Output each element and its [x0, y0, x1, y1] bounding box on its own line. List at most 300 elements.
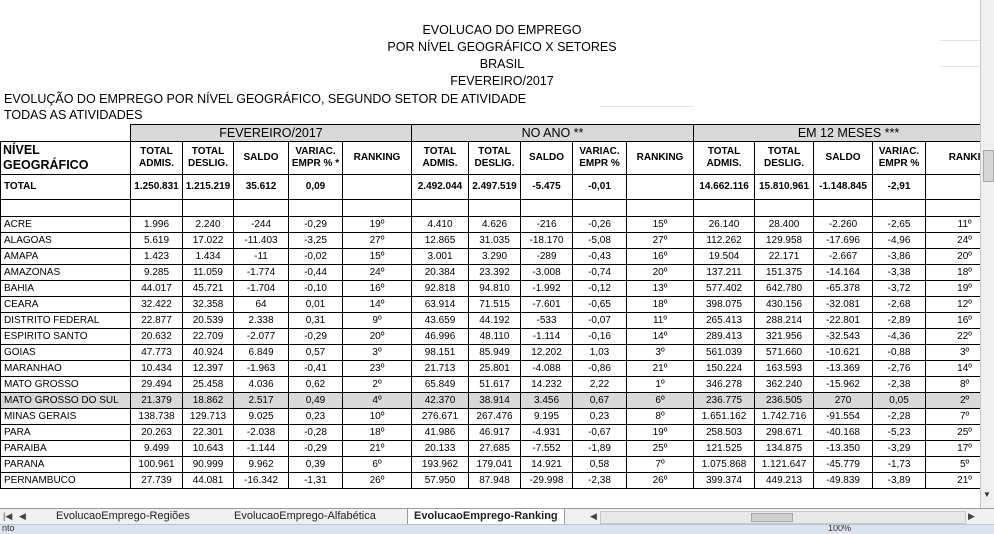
total-cell[interactable]	[627, 175, 694, 200]
data-cell[interactable]: 1,03	[573, 345, 627, 361]
data-cell[interactable]: 24º	[343, 265, 412, 281]
empty-cell[interactable]	[573, 200, 627, 217]
state-name-cell[interactable]: ALAGOAS	[1, 233, 131, 249]
data-cell[interactable]: -1.144	[234, 441, 289, 457]
data-cell[interactable]: -0,43	[573, 249, 627, 265]
data-cell[interactable]: 267.476	[469, 409, 521, 425]
data-cell[interactable]: 92.818	[412, 281, 469, 297]
data-cell[interactable]: -0,10	[289, 281, 343, 297]
state-name-cell[interactable]: GOIAS	[1, 345, 131, 361]
empty-cell[interactable]	[873, 200, 926, 217]
data-cell[interactable]: 14.921	[521, 457, 573, 473]
data-cell[interactable]: 2.517	[234, 393, 289, 409]
data-cell[interactable]: 1.996	[131, 217, 183, 233]
data-cell[interactable]: 449.213	[755, 473, 814, 489]
state-name-cell[interactable]: PERNAMBUCO	[1, 473, 131, 489]
total-label[interactable]: TOTAL	[1, 175, 131, 200]
data-cell[interactable]: 27.685	[469, 441, 521, 457]
data-cell[interactable]: -45.779	[814, 457, 873, 473]
group-no-ano[interactable]: NO ANO **	[412, 125, 694, 142]
data-cell[interactable]: -2,38	[573, 473, 627, 489]
data-cell[interactable]: 22.709	[183, 329, 234, 345]
data-cell[interactable]: 1.434	[183, 249, 234, 265]
header-total-deslig[interactable]	[469, 142, 521, 175]
total-cell[interactable]: 15.810.961	[755, 175, 814, 200]
data-cell[interactable]: 32.358	[183, 297, 234, 313]
data-cell[interactable]: 5º	[926, 457, 980, 473]
data-cell[interactable]: 12º	[926, 297, 980, 313]
empty-cell[interactable]	[755, 200, 814, 217]
table-row[interactable]	[1, 457, 981, 473]
data-cell[interactable]: 0,23	[573, 409, 627, 425]
data-cell[interactable]: 46.996	[412, 329, 469, 345]
data-cell[interactable]: -289	[521, 249, 573, 265]
data-cell[interactable]: -2.038	[234, 425, 289, 441]
table-row[interactable]	[1, 281, 981, 297]
total-cell[interactable]: -5.475	[521, 175, 573, 200]
data-cell[interactable]: -1.774	[234, 265, 289, 281]
data-cell[interactable]: 2.240	[183, 217, 234, 233]
table-row[interactable]	[1, 265, 981, 281]
data-cell[interactable]: -0,29	[289, 441, 343, 457]
data-cell[interactable]: -4.931	[521, 425, 573, 441]
zoom-level[interactable]: 100%	[828, 524, 852, 533]
data-cell[interactable]: 9º	[343, 313, 412, 329]
data-cell[interactable]: -22.801	[814, 313, 873, 329]
header-variac-empr[interactable]	[873, 142, 926, 175]
data-cell[interactable]: 398.075	[694, 297, 755, 313]
empty-cell[interactable]	[521, 200, 573, 217]
state-name-cell[interactable]: MATO GROSSO DO SUL	[1, 393, 131, 409]
data-cell[interactable]: -0,16	[573, 329, 627, 345]
empty-cell[interactable]	[814, 200, 873, 217]
data-cell[interactable]: 8º	[627, 409, 694, 425]
data-cell[interactable]: 22.877	[131, 313, 183, 329]
data-cell[interactable]: 561.039	[694, 345, 755, 361]
data-cell[interactable]: -0,88	[873, 345, 926, 361]
header-total-admis[interactable]	[694, 142, 755, 175]
data-cell[interactable]: 0,62	[289, 377, 343, 393]
state-name-cell[interactable]: AMAZONAS	[1, 265, 131, 281]
data-cell[interactable]: 28.400	[755, 217, 814, 233]
data-cell[interactable]: 19º	[926, 281, 980, 297]
data-cell[interactable]: -1.992	[521, 281, 573, 297]
data-cell[interactable]: 577.402	[694, 281, 755, 297]
empty-cell[interactable]	[412, 200, 469, 217]
data-cell[interactable]: -10.621	[814, 345, 873, 361]
data-cell[interactable]: -0,28	[289, 425, 343, 441]
data-cell[interactable]: -0,29	[289, 329, 343, 345]
header-ranking[interactable]: RANKING	[627, 142, 694, 175]
data-cell[interactable]: 2º	[343, 377, 412, 393]
empty-cell[interactable]	[926, 200, 980, 217]
data-cell[interactable]: 1.742.716	[755, 409, 814, 425]
data-cell[interactable]: 18.862	[183, 393, 234, 409]
data-cell[interactable]: 42.370	[412, 393, 469, 409]
table-row[interactable]	[1, 329, 981, 345]
data-cell[interactable]: 8º	[926, 377, 980, 393]
data-cell[interactable]: 98.151	[412, 345, 469, 361]
data-cell[interactable]: -29.998	[521, 473, 573, 489]
table-row[interactable]	[1, 361, 981, 377]
data-cell[interactable]: 13º	[627, 281, 694, 297]
header-ranking[interactable]: RANKI	[926, 142, 980, 175]
state-name-cell[interactable]: CEARA	[1, 297, 131, 313]
data-cell[interactable]: -533	[521, 313, 573, 329]
data-cell[interactable]: 399.374	[694, 473, 755, 489]
data-cell[interactable]: 25º	[627, 441, 694, 457]
table-row[interactable]	[1, 313, 981, 329]
data-cell[interactable]: -3,89	[873, 473, 926, 489]
data-cell[interactable]: -4.088	[521, 361, 573, 377]
data-cell[interactable]: 163.593	[755, 361, 814, 377]
data-cell[interactable]: 26º	[343, 473, 412, 489]
horizontal-scroll-thumb[interactable]	[751, 513, 793, 522]
table-row[interactable]	[1, 441, 981, 457]
data-cell[interactable]: 27º	[627, 233, 694, 249]
data-cell[interactable]: 20.384	[412, 265, 469, 281]
data-cell[interactable]: 26º	[627, 473, 694, 489]
data-cell[interactable]: 3º	[926, 345, 980, 361]
data-cell[interactable]: -1.114	[521, 329, 573, 345]
data-cell[interactable]: -49.839	[814, 473, 873, 489]
state-name-cell[interactable]: PARANA	[1, 457, 131, 473]
data-cell[interactable]: -91.554	[814, 409, 873, 425]
data-cell[interactable]: 24º	[926, 233, 980, 249]
data-cell[interactable]: 258.503	[694, 425, 755, 441]
data-cell[interactable]: 1.423	[131, 249, 183, 265]
data-cell[interactable]: -65.378	[814, 281, 873, 297]
data-cell[interactable]: 11.059	[183, 265, 234, 281]
data-cell[interactable]: -18.170	[521, 233, 573, 249]
data-cell[interactable]: 4.410	[412, 217, 469, 233]
data-cell[interactable]: -0,07	[573, 313, 627, 329]
data-cell[interactable]: 138.738	[131, 409, 183, 425]
data-cell[interactable]: 10.434	[131, 361, 183, 377]
data-cell[interactable]: 44.081	[183, 473, 234, 489]
data-cell[interactable]: 134.875	[755, 441, 814, 457]
data-cell[interactable]: 57.950	[412, 473, 469, 489]
data-cell[interactable]: 276.671	[412, 409, 469, 425]
group-12-meses[interactable]: EM 12 MESES ***	[694, 125, 980, 142]
data-cell[interactable]: 15º	[343, 249, 412, 265]
header-total-admis[interactable]	[412, 142, 469, 175]
data-cell[interactable]: 0,67	[573, 393, 627, 409]
data-cell[interactable]: 16º	[343, 281, 412, 297]
first-sheet-arrow-icon[interactable]: |◀	[3, 511, 13, 521]
data-cell[interactable]: -2,89	[873, 313, 926, 329]
total-cell[interactable]: 14.662.116	[694, 175, 755, 200]
data-cell[interactable]: -3,86	[873, 249, 926, 265]
state-name-cell[interactable]: PARA	[1, 425, 131, 441]
data-cell[interactable]: -13.350	[814, 441, 873, 457]
data-cell[interactable]: 25º	[926, 425, 980, 441]
data-cell[interactable]: -32.081	[814, 297, 873, 313]
data-cell[interactable]: -3,29	[873, 441, 926, 457]
data-cell[interactable]: 21º	[926, 473, 980, 489]
data-cell[interactable]: -0,41	[289, 361, 343, 377]
data-cell[interactable]: 571.660	[755, 345, 814, 361]
data-cell[interactable]: 48.110	[469, 329, 521, 345]
data-cell[interactable]: 265.413	[694, 313, 755, 329]
data-cell[interactable]: -7.601	[521, 297, 573, 313]
data-cell[interactable]: 23º	[343, 361, 412, 377]
data-cell[interactable]: 3.290	[469, 249, 521, 265]
header-saldo[interactable]: SALDO	[521, 142, 573, 175]
data-cell[interactable]: 2.338	[234, 313, 289, 329]
data-cell[interactable]: 0,23	[289, 409, 343, 425]
data-cell[interactable]: 129.713	[183, 409, 234, 425]
data-cell[interactable]: 17.022	[183, 233, 234, 249]
vertical-scrollbar[interactable]	[980, 0, 994, 508]
data-cell[interactable]: 23.392	[469, 265, 521, 281]
data-cell[interactable]: 1º	[627, 377, 694, 393]
state-name-cell[interactable]: AMAPA	[1, 249, 131, 265]
total-cell[interactable]: -0,01	[573, 175, 627, 200]
header-saldo[interactable]: SALDO	[814, 142, 873, 175]
data-cell[interactable]: -2.667	[814, 249, 873, 265]
tab-evolucao-regioes[interactable]: EvolucaoEmprego-Regiões	[56, 510, 190, 522]
tab-scroll-left-arrow-icon[interactable]: ◀	[590, 511, 597, 521]
data-cell[interactable]: -5,08	[573, 233, 627, 249]
data-cell[interactable]: 298.671	[755, 425, 814, 441]
data-cell[interactable]: -16.342	[234, 473, 289, 489]
state-name-cell[interactable]: MATO GROSSO	[1, 377, 131, 393]
data-cell[interactable]: -0,12	[573, 281, 627, 297]
data-cell[interactable]: 0,57	[289, 345, 343, 361]
data-cell[interactable]: 29.494	[131, 377, 183, 393]
data-cell[interactable]: 85.949	[469, 345, 521, 361]
data-cell[interactable]: 5.619	[131, 233, 183, 249]
data-cell[interactable]: -1.963	[234, 361, 289, 377]
empty-cell[interactable]	[627, 200, 694, 217]
data-cell[interactable]: 3.456	[521, 393, 573, 409]
data-cell[interactable]: 90.999	[183, 457, 234, 473]
data-cell[interactable]: -1,73	[873, 457, 926, 473]
data-cell[interactable]: 9.285	[131, 265, 183, 281]
data-cell[interactable]: 27º	[343, 233, 412, 249]
data-cell[interactable]: -0,44	[289, 265, 343, 281]
empty-cell[interactable]	[289, 200, 343, 217]
data-cell[interactable]: 0,31	[289, 313, 343, 329]
data-cell[interactable]: -1.704	[234, 281, 289, 297]
data-cell[interactable]: -3,72	[873, 281, 926, 297]
horizontal-scrollbar[interactable]	[600, 511, 966, 524]
header-total-deslig[interactable]	[755, 142, 814, 175]
data-cell[interactable]: -4,96	[873, 233, 926, 249]
data-cell[interactable]: 18º	[627, 297, 694, 313]
data-cell[interactable]: 0,39	[289, 457, 343, 473]
data-cell[interactable]: 10º	[343, 409, 412, 425]
data-cell[interactable]: 362.240	[755, 377, 814, 393]
data-cell[interactable]: 19.504	[694, 249, 755, 265]
data-cell[interactable]: 46.917	[469, 425, 521, 441]
data-cell[interactable]: 9.962	[234, 457, 289, 473]
group-fevereiro[interactable]: FEVEREIRO/2017	[131, 125, 412, 142]
data-cell[interactable]: -1,31	[289, 473, 343, 489]
table-row[interactable]	[1, 409, 981, 425]
data-cell[interactable]: 642.780	[755, 281, 814, 297]
data-cell[interactable]: -2.077	[234, 329, 289, 345]
data-cell[interactable]: 0,49	[289, 393, 343, 409]
data-cell[interactable]: 26.140	[694, 217, 755, 233]
data-cell[interactable]: 14º	[343, 297, 412, 313]
data-cell[interactable]: 21º	[343, 441, 412, 457]
data-cell[interactable]: 20º	[343, 329, 412, 345]
data-cell[interactable]: -11	[234, 249, 289, 265]
data-cell[interactable]: -244	[234, 217, 289, 233]
data-cell[interactable]: 236.505	[755, 393, 814, 409]
data-cell[interactable]: 11º	[926, 217, 980, 233]
data-cell[interactable]: 64	[234, 297, 289, 313]
data-cell[interactable]: 6.849	[234, 345, 289, 361]
vertical-scroll-thumb[interactable]	[983, 150, 994, 182]
data-cell[interactable]: 18º	[926, 265, 980, 281]
data-cell[interactable]: 20º	[627, 265, 694, 281]
data-cell[interactable]: 4.626	[469, 217, 521, 233]
data-cell[interactable]: 12.202	[521, 345, 573, 361]
state-name-cell[interactable]: PARAIBA	[1, 441, 131, 457]
total-cell[interactable]	[926, 175, 980, 200]
scroll-down-arrow-icon[interactable]: ▼	[983, 490, 991, 499]
data-cell[interactable]: 16º	[627, 249, 694, 265]
data-cell[interactable]: 19º	[343, 217, 412, 233]
data-cell[interactable]: 12.397	[183, 361, 234, 377]
data-cell[interactable]: 21.379	[131, 393, 183, 409]
total-cell[interactable]: 1.215.219	[183, 175, 234, 200]
data-cell[interactable]: 15º	[627, 217, 694, 233]
header-saldo[interactable]: SALDO	[234, 142, 289, 175]
empty-cell[interactable]	[234, 200, 289, 217]
data-cell[interactable]: 38.914	[469, 393, 521, 409]
data-cell[interactable]: -2,65	[873, 217, 926, 233]
table-row[interactable]	[1, 393, 981, 409]
data-cell[interactable]: 21º	[627, 361, 694, 377]
data-cell[interactable]: 179.041	[469, 457, 521, 473]
data-cell[interactable]: 112.262	[694, 233, 755, 249]
total-cell[interactable]: 35.612	[234, 175, 289, 200]
data-cell[interactable]: -14.164	[814, 265, 873, 281]
data-cell[interactable]: -0,02	[289, 249, 343, 265]
data-cell[interactable]: 3º	[343, 345, 412, 361]
data-cell[interactable]: -17.696	[814, 233, 873, 249]
data-cell[interactable]: 346.278	[694, 377, 755, 393]
data-cell[interactable]: 12.865	[412, 233, 469, 249]
data-cell[interactable]: 18º	[343, 425, 412, 441]
data-cell[interactable]: 321.956	[755, 329, 814, 345]
empty-cell[interactable]	[343, 200, 412, 217]
data-cell[interactable]: 65.849	[412, 377, 469, 393]
data-cell[interactable]: 17º	[926, 441, 980, 457]
empty-cell[interactable]	[183, 200, 234, 217]
data-cell[interactable]: -32.543	[814, 329, 873, 345]
data-cell[interactable]: 4º	[343, 393, 412, 409]
data-cell[interactable]: 430.156	[755, 297, 814, 313]
data-cell[interactable]: 6º	[627, 393, 694, 409]
data-cell[interactable]: 44.017	[131, 281, 183, 297]
data-cell[interactable]: -2,68	[873, 297, 926, 313]
data-cell[interactable]: 6º	[343, 457, 412, 473]
empty-cell[interactable]	[131, 200, 183, 217]
data-cell[interactable]: -0,74	[573, 265, 627, 281]
header-total-deslig[interactable]	[183, 142, 234, 175]
total-cell[interactable]: -2,91	[873, 175, 926, 200]
data-cell[interactable]: 14º	[627, 329, 694, 345]
data-cell[interactable]: -0,67	[573, 425, 627, 441]
data-cell[interactable]: 4.036	[234, 377, 289, 393]
data-cell[interactable]: -1,89	[573, 441, 627, 457]
data-cell[interactable]: 270	[814, 393, 873, 409]
data-cell[interactable]: 87.948	[469, 473, 521, 489]
data-cell[interactable]: 20.263	[131, 425, 183, 441]
data-cell[interactable]: 2º	[926, 393, 980, 409]
data-cell[interactable]: 44.192	[469, 313, 521, 329]
table-row[interactable]	[1, 233, 981, 249]
data-cell[interactable]: 20.632	[131, 329, 183, 345]
empty-cell[interactable]	[1, 125, 131, 142]
data-cell[interactable]: 20.539	[183, 313, 234, 329]
data-cell[interactable]: 22.171	[755, 249, 814, 265]
data-cell[interactable]: -0,86	[573, 361, 627, 377]
header-variac-empr[interactable]	[573, 142, 627, 175]
data-cell[interactable]: -11.403	[234, 233, 289, 249]
data-cell[interactable]: 137.211	[694, 265, 755, 281]
total-cell[interactable]: -1.148.845	[814, 175, 873, 200]
empty-cell[interactable]	[694, 200, 755, 217]
data-cell[interactable]: -3.008	[521, 265, 573, 281]
data-cell[interactable]: -3,25	[289, 233, 343, 249]
data-cell[interactable]: 22.301	[183, 425, 234, 441]
header-total-admis[interactable]	[131, 142, 183, 175]
data-cell[interactable]: 25.458	[183, 377, 234, 393]
data-cell[interactable]: 40.924	[183, 345, 234, 361]
data-cell[interactable]: 100.961	[131, 457, 183, 473]
data-cell[interactable]: 151.375	[755, 265, 814, 281]
state-name-cell[interactable]: DISTRITO FEDERAL	[1, 313, 131, 329]
empty-cell[interactable]	[469, 200, 521, 217]
data-cell[interactable]: 193.962	[412, 457, 469, 473]
prev-sheet-arrow-icon[interactable]: ◀	[19, 511, 26, 521]
data-cell[interactable]: 1.075.868	[694, 457, 755, 473]
data-cell[interactable]: 25.801	[469, 361, 521, 377]
data-cell[interactable]: -15.962	[814, 377, 873, 393]
table-row[interactable]	[1, 345, 981, 361]
table-row[interactable]	[1, 377, 981, 393]
data-cell[interactable]: 43.659	[412, 313, 469, 329]
data-cell[interactable]: 1.121.647	[755, 457, 814, 473]
data-cell[interactable]: 3.001	[412, 249, 469, 265]
scroll-right-arrow-icon[interactable]: ▶	[968, 511, 975, 521]
data-cell[interactable]: 20º	[926, 249, 980, 265]
data-cell[interactable]: 11º	[627, 313, 694, 329]
data-cell[interactable]: 288.214	[755, 313, 814, 329]
data-cell[interactable]: 45.721	[183, 281, 234, 297]
table-row[interactable]	[1, 297, 981, 313]
data-cell[interactable]: 289.413	[694, 329, 755, 345]
data-cell[interactable]: 236.775	[694, 393, 755, 409]
table-row[interactable]	[1, 249, 981, 265]
data-cell[interactable]: -2.260	[814, 217, 873, 233]
data-cell[interactable]: 14º	[926, 361, 980, 377]
total-cell[interactable]: 1.250.831	[131, 175, 183, 200]
data-cell[interactable]: 0,05	[873, 393, 926, 409]
total-cell[interactable]: 2.497.519	[469, 175, 521, 200]
data-cell[interactable]: 16º	[926, 313, 980, 329]
data-cell[interactable]: -216	[521, 217, 573, 233]
data-cell[interactable]: 27.739	[131, 473, 183, 489]
table-row[interactable]	[1, 425, 981, 441]
data-cell[interactable]: 20.133	[412, 441, 469, 457]
